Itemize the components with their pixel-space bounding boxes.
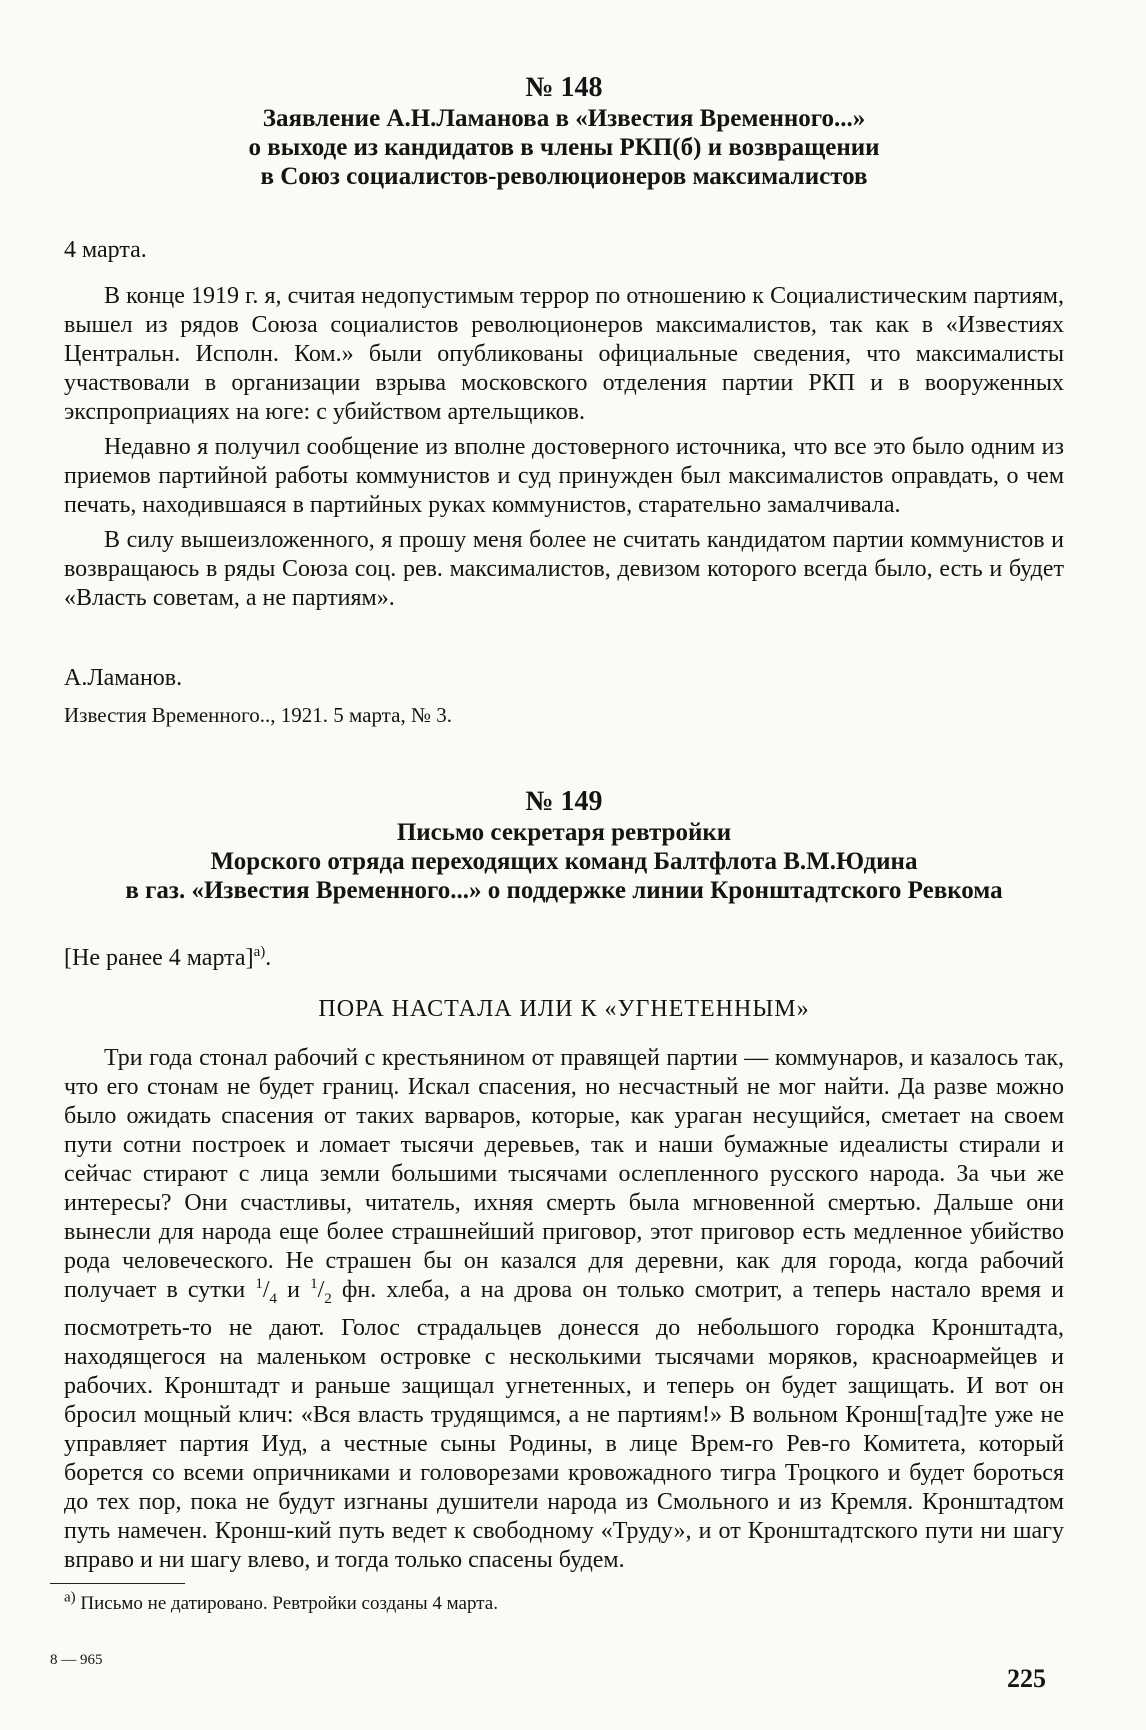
doc148-title-line-1: Заявление А.Н.Ламанова в «Известия Временного...»: [262, 105, 866, 132]
page-number: 225: [1007, 1664, 1046, 1693]
footnote-text: Письмо не датировано. Ревтройки созданы 4 марта.: [80, 1593, 498, 1614]
fraction-1-denominator: 4: [269, 1290, 278, 1307]
fraction-1-numerator: 1: [255, 1276, 263, 1292]
doc148-title-line-3: в Союз социалистов-революционеров максималистов: [260, 163, 868, 190]
doc148-title-line-2: о выходе из кандидатов в члены РКП(б) и возвращении: [248, 134, 880, 161]
footnote-divider: [50, 1583, 185, 1584]
printer-signature-mark: 8 — 965: [50, 1652, 103, 1668]
doc148-source: Известия Временного.., 1921. 5 марта, № 3.: [64, 703, 452, 727]
doc149-body: [64, 1044, 1064, 1575]
doc148-signature: А.Ламанов.: [64, 665, 183, 691]
doc149-footnote: [64, 1589, 1064, 1616]
doc149-text-part-1: Три года стонал рабочий с крестьянином от правящей партии — коммунаров, и казалось так, что его стонам не будет границ. Искал спасения, но несчастный не мог найти. Да разве можно было ожидать спасения от таких варваров, которые, как ураган несущийся, сметает на своем пути сотни построек и ломает тысячи деревьев, так и наши бумажные идеалисты стирали и сейчас стирают с лица земли большими тысячами ослепленного русского народа. За чьи же интересы? Они счастливы, читатель, ихняя смерть была мгновенной смертью. Дальше они вынесли для народа еще более страшнейший приговор, этот приговор есть медленное убийство рода человеческого. Не страшен бы он казался для деревни, как для города, когда рабочий получает в сутки: [64, 1045, 1064, 1303]
doc148-date: 4 марта.: [64, 237, 147, 263]
doc148-paragraph-3: В силу вышеизложенного, я прошу меня более не считать кандидатом партии коммунистов и возвращаюсь в ряды Союза соц. рев. максималистов, девизом которого всегда было, есть и будет «Власть советам, а не партиям».: [64, 527, 1064, 611]
doc149-date-text: [Не ранее 4 марта]: [64, 945, 254, 971]
doc149-title-line-1: Письмо секретаря ревтройки: [396, 819, 732, 846]
fraction-joiner: и: [287, 1277, 300, 1303]
doc148-number: № 148: [525, 72, 603, 103]
doc149-heading: ПОРА НАСТАЛА ИЛИ К «УГНЕТЕННЫМ»: [318, 996, 810, 1022]
doc148-paragraph-1: В конце 1919 г. я, считая недопустимым террор по отношению к Социалистическим партиям, вышел из рядов Союза социалистов революционеров максималистов, так как в «Известиях Центральн. Исполн. Ком.» были опубликованы официальные сведения, что максималисты участвовали в организации взрыва московского отделения партии РКП и в вооруженных экспроприациях на юге: с убийством артельщиков.: [64, 283, 1064, 425]
footnote-mark: а): [64, 1589, 76, 1606]
fraction-2-denominator: 2: [324, 1290, 332, 1307]
doc149-text-part-2: фн. хлеба, а на дрова он только смотрит, а теперь настало время и посмотреть-то не дают. Голос страдальцев донесся до небольшого городка Кронштадта, находящегося на маленьком островке с несколькими тысячами моряков, красноармейцев и рабочих. Кронштадт и раньше защищал угнетенных, и теперь он будет защищать. И вот он бросил мощный клич: «Вся власть трудящимся, а не партиям!» В вольном Кронш[тад]те уже не управляет партия Иуд, а честные сыны Родины, в лице Врем-го Рев-го Комитета, который борется со всеми опричниками и головорезами кровожадного тигра Троцкого и будет бороться до тех пор, пока не будут изгнаны душители народа из Смольного и из Кремля. Кронштадтом путь намечен. Кронш-кий путь ведет к свободному «Труду», и от Кронштадтского пути ни шагу вправо и ни шагу влево, и тогда только спасены будем.: [64, 1277, 1065, 1573]
doc149-title-line-2: Морского отряда переходящих команд Балтфлота В.М.Юдина: [210, 848, 918, 875]
doc148-paragraph-2: Недавно я получил сообщение из вполне достоверного источника, что все это было одним из приемов партийной работы коммунистов и суд принужден был максималистов оправдать, о чем печать, находившаяся в партийных руках коммунистов, старательно замалчивала.: [64, 434, 1064, 518]
fraction-2-numerator: 1: [310, 1276, 318, 1292]
doc149-title-line-3: в газ. «Известия Временного...» о поддержке линии Кронштадтского Ревкома: [125, 877, 1003, 904]
doc149-date-end: .: [265, 945, 272, 971]
doc149-number: № 149: [525, 786, 603, 817]
doc149-date-note-mark: а): [253, 944, 266, 960]
doc148-body: [64, 282, 1064, 613]
doc148-header: [64, 72, 1064, 191]
doc149-date: [64, 944, 1064, 973]
doc149-header: [64, 786, 1064, 905]
doc149-paragraph: Три года стонал рабочий с крестьянином от правящей партии — коммунаров, и казалось так, что его стонам не будет границ. Искал спасения, но несчастный не мог найти. Да разве можно было ожидать спасения от таких варваров, которые, как ураган несущийся, сметает на своем пути сотни построек и ломает тысячи деревьев, так и наши бумажные идеалисты стирали и сейчас стирают с лица земли большими тысячами ослепленного русского народа. За чьи же интересы? Они счастливы, читатель, ихняя смерть была мгновенной смертью. Дальше они вынесли для народа еще более страшнейший приговор, этот приговор есть медленное убийство рода человеческого. Не страшен бы он казался для деревни, как для города, когда рабочий получает в сутки $^1/_4$ и $^1/_2$ фн. хлеба, а на дрова он только смотрит, а теперь настало время и посмотреть-то не дают. Голос страдальцев донесся до небольшого городка Кронштадта, находящегося на маленьком островке с несколькими тысячами моряков, красноармейцев и рабочих. Кронштадт и раньше защищал угнетенных, и теперь он будет защищать. И вот он бросил мощный клич: «Вся власть трудящимся, а не партиям!» В вольном Кронш[тад]те уже не управляет партия Иуд, а честные сыны Родины, в лице Врем-го Рев-го Комитета, который борется со всеми опричниками и головорезами кровожадного тигра Троцкого и будет бороться до тех пор, пока не будут изгнаны душители народа из Смольного и из Кремля. Кронштадтом путь намечен. Кронш-кий путь ведет к свободному «Труду», и от Кронштадтского пути ни шагу вправо и ни шагу влево, и тогда только спасены будем.: [64, 1045, 1065, 1573]
